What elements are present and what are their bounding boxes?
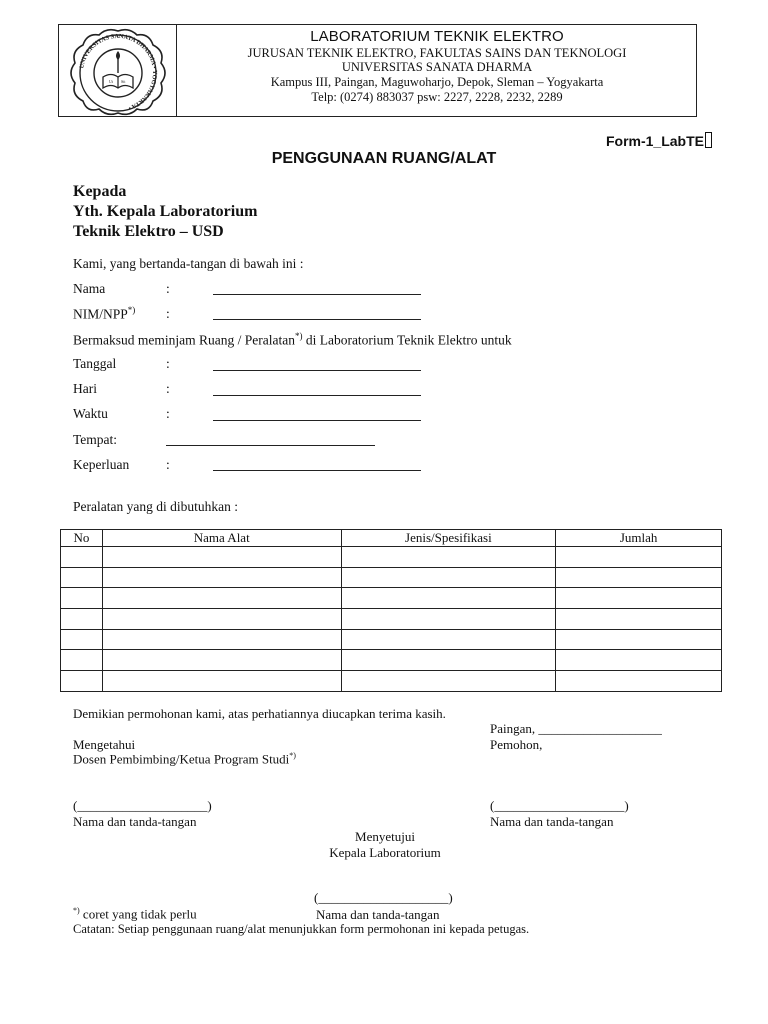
place-date[interactable]: Paingan, ___________________	[490, 721, 662, 736]
department-name: JURUSAN TEKNIK ELEKTRO, FAKULTAS SAINS DAN TEKNOLOGI	[247, 46, 627, 60]
nama-input-line[interactable]	[213, 294, 421, 295]
svg-text:Sit: Sit	[121, 79, 126, 84]
table-row	[61, 609, 722, 630]
nim-label-text: NIM/NPP	[73, 306, 128, 322]
form-code-text: Form-1_LabTE	[605, 133, 704, 149]
table-cell[interactable]	[556, 609, 722, 630]
field-label-tanggal: Tanggal	[73, 356, 117, 371]
table-cell[interactable]	[341, 671, 556, 692]
svg-text:UNIVERSITAS SANATA DHARMA • YO: UNIVERSITAS SANATA DHARMA • YOGYAKARTA •	[78, 32, 159, 112]
table-cell[interactable]	[61, 629, 103, 650]
table-cell[interactable]	[341, 650, 556, 671]
addressee-line-1: Kepada	[73, 183, 127, 200]
form-title: PENGGUNAAN RUANG/ALAT	[271, 150, 497, 167]
equipment-table	[60, 529, 722, 692]
table-cell[interactable]	[102, 629, 341, 650]
table-cell[interactable]	[102, 547, 341, 568]
table-cell[interactable]	[102, 650, 341, 671]
addressee-line-2: Yth. Kepala Laboratorium	[73, 203, 258, 220]
table-cell[interactable]	[61, 650, 103, 671]
column-header-jenis: Jenis/Spesifikasi	[341, 530, 556, 547]
table-cell[interactable]	[61, 671, 103, 692]
table-cell[interactable]	[61, 547, 103, 568]
left-signature-blank[interactable]: (____________________)	[73, 798, 212, 813]
tanggal-input-line[interactable]	[213, 370, 421, 371]
addressee-line-3: Teknik Elektro – USD	[73, 223, 224, 240]
field-label-nama: Nama	[73, 281, 106, 296]
column-header-jumlah: Jumlah	[556, 530, 722, 547]
table-row	[61, 588, 722, 609]
column-header-nama-alat: Nama Alat	[102, 530, 341, 547]
keperluan-input-line[interactable]	[213, 470, 421, 471]
center-signature-blank[interactable]: (____________________)	[314, 890, 453, 905]
table-row	[61, 547, 722, 568]
field-label-nim	[73, 305, 135, 323]
right-signature-caption: Nama dan tanda-tangan	[490, 814, 614, 829]
table-row	[61, 567, 722, 588]
table-cell[interactable]	[341, 609, 556, 630]
table-row	[61, 671, 722, 692]
hari-input-line[interactable]	[213, 395, 421, 396]
table-cell[interactable]	[556, 547, 722, 568]
footnote	[73, 906, 197, 922]
closing-text: Demikian permohonan kami, atas perhatiannya diucapkan terima kasih.	[73, 706, 446, 721]
equipment-label: Peralatan yang di dibutuhkan :	[73, 499, 238, 514]
footnote-mark: *)	[73, 906, 80, 915]
phone: Telp: (0274) 883037 psw: 2227, 2228, 2232, 2289	[311, 90, 563, 104]
field-colon: :	[166, 457, 170, 472]
table-cell[interactable]	[341, 547, 556, 568]
note-text: Catatan: Setiap penggunaan ruang/alat menunjukkan form permohonan ini kepada petugas.	[73, 922, 530, 936]
table-cell[interactable]	[102, 588, 341, 609]
field-colon: :	[166, 406, 170, 421]
purpose-footnote-mark: *)	[294, 331, 303, 341]
field-label-hari: Hari	[73, 381, 97, 396]
left-signature-caption: Nama dan tanda-tangan	[73, 814, 197, 829]
field-label-keperluan: Keperluan	[73, 457, 130, 472]
right-signature-blank[interactable]: (____________________)	[490, 798, 629, 813]
purpose-text	[73, 331, 512, 349]
form-code	[606, 132, 712, 149]
left-sign-line-2	[73, 751, 296, 767]
footnote-text: coret yang tidak perlu	[79, 906, 197, 922]
address: Kampus III, Paingan, Maguwoharjo, Depok, Sleman – Yogyakarta	[270, 75, 604, 89]
waktu-input-line[interactable]	[213, 420, 421, 421]
table-cell[interactable]	[341, 588, 556, 609]
letterhead-text	[178, 25, 696, 116]
logo-cell	[59, 25, 177, 116]
university-seal-logo	[59, 25, 177, 116]
letterhead	[58, 24, 697, 117]
center-signature-caption: Nama dan tanda-tangan	[316, 907, 440, 922]
tempat-input-line[interactable]	[166, 445, 375, 446]
field-colon: :	[166, 381, 170, 396]
field-label-tempat: Tempat:	[73, 432, 118, 447]
center-sign-line-1: Menyetujui	[355, 829, 415, 844]
table-cell[interactable]	[556, 588, 722, 609]
lab-name: LABORATORIUM TEKNIK ELEKTRO	[310, 28, 564, 45]
table-row	[61, 629, 722, 650]
table-cell[interactable]	[556, 650, 722, 671]
field-colon: :	[166, 281, 170, 296]
table-cell[interactable]	[102, 567, 341, 588]
column-header-no: No	[61, 530, 103, 547]
purpose-text-after: di Laboratorium Teknik Elektro untuk	[302, 332, 512, 348]
field-label-waktu: Waktu	[73, 406, 108, 421]
table-cell[interactable]	[61, 588, 103, 609]
university-name: UNIVERSITAS SANATA DHARMA	[341, 60, 533, 74]
field-colon: :	[166, 356, 170, 371]
left-sign-footnote-mark: *)	[289, 751, 296, 760]
table-header-row	[61, 530, 722, 547]
intro-text: Kami, yang bertanda-tangan di bawah ini :	[73, 256, 304, 271]
table-row	[61, 650, 722, 671]
field-colon: :	[166, 306, 170, 321]
nim-input-line[interactable]	[213, 319, 421, 320]
table-cell[interactable]	[61, 567, 103, 588]
table-cell[interactable]	[61, 609, 103, 630]
left-sign-line-1: Mengetahui	[73, 737, 136, 752]
table-cell[interactable]	[341, 629, 556, 650]
checkbox-icon	[705, 132, 712, 148]
right-sign-line-1: Pemohon,	[490, 737, 543, 752]
table-cell[interactable]	[102, 609, 341, 630]
table-cell[interactable]	[556, 629, 722, 650]
left-sign-role: Dosen Pembimbing/Ketua Program Studi	[73, 751, 290, 767]
table-cell[interactable]	[102, 671, 341, 692]
nim-footnote-mark: *)	[127, 305, 136, 315]
purpose-text-before: Bermaksud meminjam Ruang / Peralatan	[73, 332, 295, 348]
svg-text:Ut: Ut	[109, 79, 113, 84]
table-cell[interactable]	[556, 567, 722, 588]
table-cell[interactable]	[556, 671, 722, 692]
center-sign-line-2: Kepala Laboratorium	[329, 845, 441, 860]
table-cell[interactable]	[341, 567, 556, 588]
